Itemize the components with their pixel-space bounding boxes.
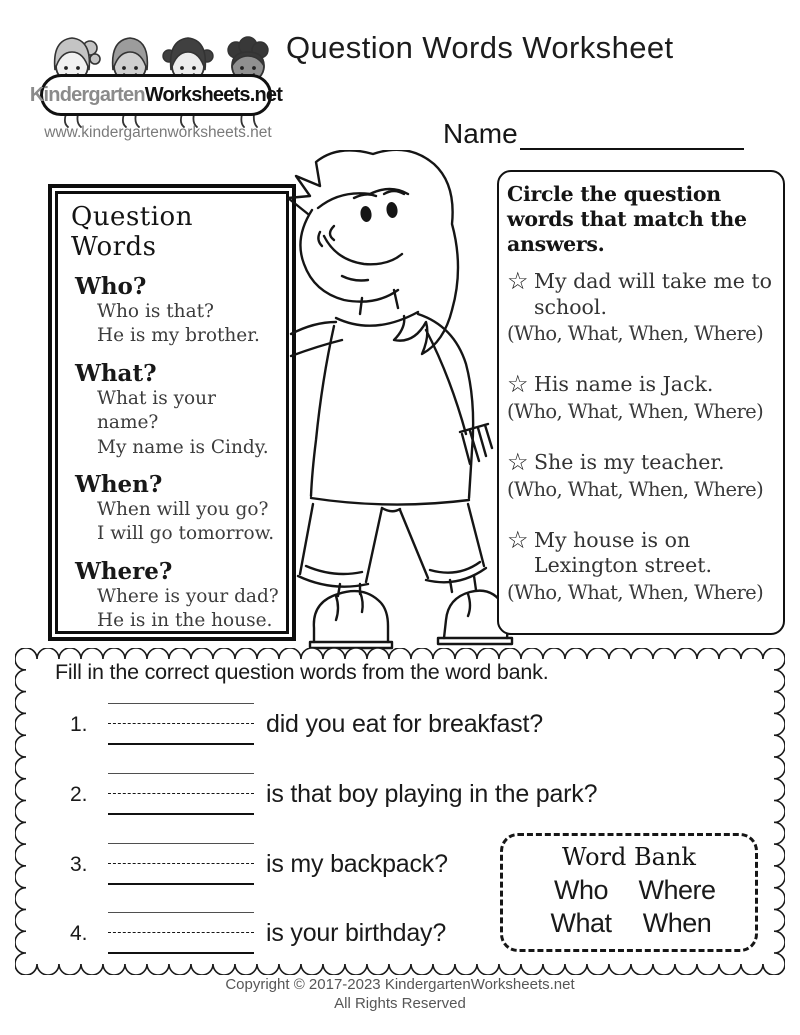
reference-question: What is your name? [97, 387, 216, 434]
question-words-box-inner [55, 191, 289, 634]
reference-answer: He is my brother. [97, 325, 260, 347]
reference-answer: My name is Cindy. [97, 436, 269, 458]
word-bank-grid [503, 871, 755, 939]
circle-item-choices[interactable]: (Who, What, When, Where) [507, 477, 764, 501]
name-row [443, 116, 744, 150]
question-number: 3. [70, 853, 88, 876]
site-url: www.kindergartenworksheets.net [44, 124, 272, 141]
star-icon: ☆ [507, 525, 529, 554]
word-bank-word: What [550, 908, 612, 938]
circle-item-text: His name is Jack. [534, 372, 714, 397]
question-text: is your birthday? [266, 919, 447, 947]
answer-blank[interactable] [108, 703, 254, 745]
circle-item [507, 372, 775, 423]
answer-blank[interactable] [108, 773, 254, 815]
star-icon: ☆ [507, 447, 529, 476]
circle-item-text: She is my teacher. [534, 449, 725, 474]
circle-item-choices[interactable]: (Who, What, When, Where) [507, 399, 764, 423]
reference-box-title: Question Words [71, 202, 193, 262]
question-text: did you eat for breakfast? [266, 710, 543, 738]
reference-answer: I will go tomorrow. [97, 523, 275, 545]
reference-word: What? [75, 359, 157, 387]
fill-in-instructions: Fill in the correct question words from the word bank. [55, 660, 549, 684]
circle-item [507, 269, 775, 345]
word-bank-word: When [642, 908, 712, 938]
reference-word: Where? [75, 557, 173, 585]
circle-item [507, 525, 775, 604]
logo-banner [29, 74, 283, 116]
brand-text-black: Worksheets.net [144, 83, 283, 106]
footer-copyright: Copyright © 2017-2023 KindergartenWorksheets.net [225, 976, 575, 993]
question-text: is that boy playing in the park? [266, 780, 598, 808]
reference-question: Who is that? [97, 301, 214, 322]
brand-text-gray: Kindergarten [29, 83, 145, 106]
question-number: 1. [70, 713, 88, 736]
word-bank-word: Who [553, 875, 609, 905]
circle-item-choices[interactable]: (Who, What, When, Where) [507, 322, 764, 346]
name-label: Name [443, 118, 518, 149]
question-number: 4. [70, 922, 88, 945]
name-line[interactable] [520, 116, 744, 150]
question-number: 2. [70, 783, 88, 806]
circle-item [507, 447, 775, 501]
reference-word: When? [75, 471, 163, 499]
star-icon: ☆ [507, 370, 529, 399]
word-bank-word: Where [638, 875, 716, 905]
reference-word: Who? [75, 273, 147, 300]
fill-in-section [15, 648, 785, 975]
question-row [70, 773, 730, 821]
reference-question: When will you go? [97, 499, 269, 521]
boy-illustration [278, 150, 516, 655]
word-bank [500, 833, 758, 952]
circle-item-text: My dad will take me to school. [534, 269, 773, 319]
answer-blank[interactable] [108, 843, 254, 885]
question-words-box [48, 184, 296, 641]
site-logo [29, 26, 283, 136]
reference-answer: He is in the house. [97, 610, 273, 632]
footer-rights: All Rights Reserved [334, 995, 466, 1012]
circle-item-choices[interactable]: (Who, What, When, Where) [507, 580, 764, 604]
answer-blank[interactable] [108, 912, 254, 954]
circle-item-text: My house is on Lexington street. [534, 527, 713, 578]
question-text: is my backpack? [266, 850, 448, 878]
star-icon: ☆ [507, 267, 529, 295]
word-bank-title: Word Bank [562, 843, 696, 871]
circle-box-instructions: Circle the question words that match the answers. [507, 182, 747, 256]
page-title: Question Words Worksheet [286, 30, 674, 65]
reference-question: Where is your dad? [97, 585, 279, 607]
question-row [70, 703, 730, 751]
circle-words-box [497, 170, 785, 635]
